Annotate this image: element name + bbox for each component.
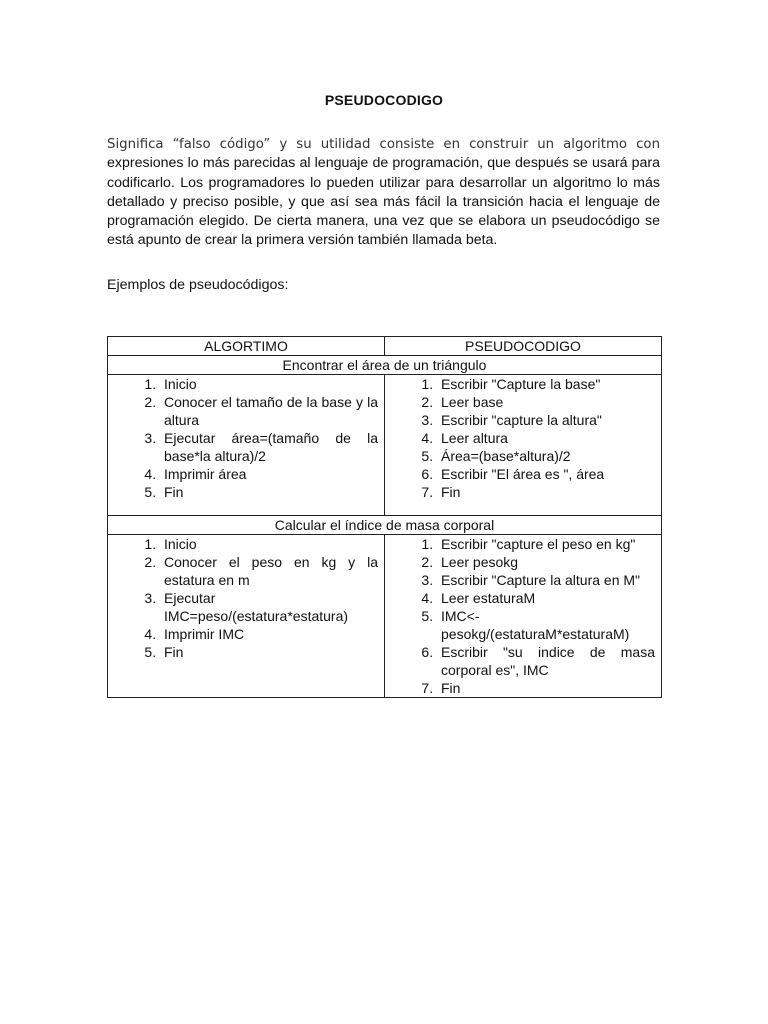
section-title-triangle: Encontrar el área de un triángulo: [108, 356, 662, 375]
list-item: 4. Imprimir área: [160, 465, 378, 483]
list-item: 1. Escribir "Capture la base": [437, 375, 655, 393]
pseudocode-cell: [385, 375, 662, 516]
list-item: 7. Fin: [437, 679, 655, 697]
section-title-row: [108, 516, 662, 535]
pseudocode-cell: [385, 535, 662, 698]
algorithm-cell: [108, 375, 385, 516]
list-item: 3. Escribir "Capture la altura en M": [437, 571, 655, 589]
list-item: 1. Inicio: [160, 535, 378, 553]
algorithm-cell: [108, 535, 385, 698]
pseudocode-examples-table: [107, 336, 662, 698]
pseudocode-steps-list: [385, 535, 661, 697]
intro-body-text: expresiones lo más parecidas al lenguaje de programación, que después se usará para codificarlo. Los programadores lo pueden utilizar para desarrollar un algoritmo lo más detallado y preciso posible, y que así sea más fácil la transición hacia el lenguaje de programación elegido. De cierta manera, una vez que se elabora un pseudocódigo se está apunto de crear la primera versión también llamada beta.: [107, 155, 660, 249]
list-item: 4. Imprimir IMC: [160, 625, 378, 643]
intro-paragraph: [107, 135, 660, 250]
list-item: 6. Escribir "El área es ", área: [437, 465, 655, 483]
list-item: 3. Ejecutar IMC=peso/(estatura*estatura): [160, 589, 378, 625]
section-title-bmi: Calcular el índice de masa corporal: [108, 516, 662, 535]
section-title-row: [108, 356, 662, 375]
section-body-row: [108, 375, 662, 516]
algorithm-steps-list: [108, 375, 384, 501]
list-item: 1. Inicio: [160, 375, 378, 393]
list-item: 5. Área=(base*altura)/2: [437, 447, 655, 465]
examples-label: Ejemplos de pseudocódigos:: [107, 277, 289, 293]
list-item: 7. Fin: [437, 483, 655, 501]
list-item: 4. Leer estaturaM: [437, 589, 655, 607]
list-item: 4. Leer altura: [437, 429, 655, 447]
document-title: PSEUDOCODIGO: [324, 92, 444, 108]
intro-lead-text: Significa “falso código” y su utilidad consiste en construir un algoritmo con: [107, 137, 660, 153]
header-algorithm: ALGORTIMO: [108, 337, 385, 356]
list-item: 6. Escribir "su indice de masa corporal es", IMC: [437, 643, 655, 679]
header-pseudocode: PSEUDOCODIGO: [385, 337, 662, 356]
list-item: 2. Leer pesokg: [437, 553, 655, 571]
algorithm-steps-list: [108, 535, 384, 661]
list-item: 2. Conocer el tamaño de la base y la altura: [160, 393, 378, 429]
list-item: 2. Conocer el peso en kg y la estatura en m: [160, 553, 378, 589]
section-body-row: [108, 535, 662, 698]
list-item: 3. Escribir "capture la altura": [437, 411, 655, 429]
list-item: 5. IMC<- pesokg/(estaturaM*estaturaM): [437, 607, 655, 643]
list-item: 1. Escribir "capture el peso en kg": [437, 535, 655, 553]
list-item: 3. Ejecutar área=(tamaño de la base*la altura)/2: [160, 429, 378, 465]
table-header-row: [108, 337, 662, 356]
list-item: 5. Fin: [160, 483, 378, 501]
list-item: 2. Leer base: [437, 393, 655, 411]
list-item: 5. Fin: [160, 643, 378, 661]
pseudocode-steps-list: [385, 375, 661, 501]
